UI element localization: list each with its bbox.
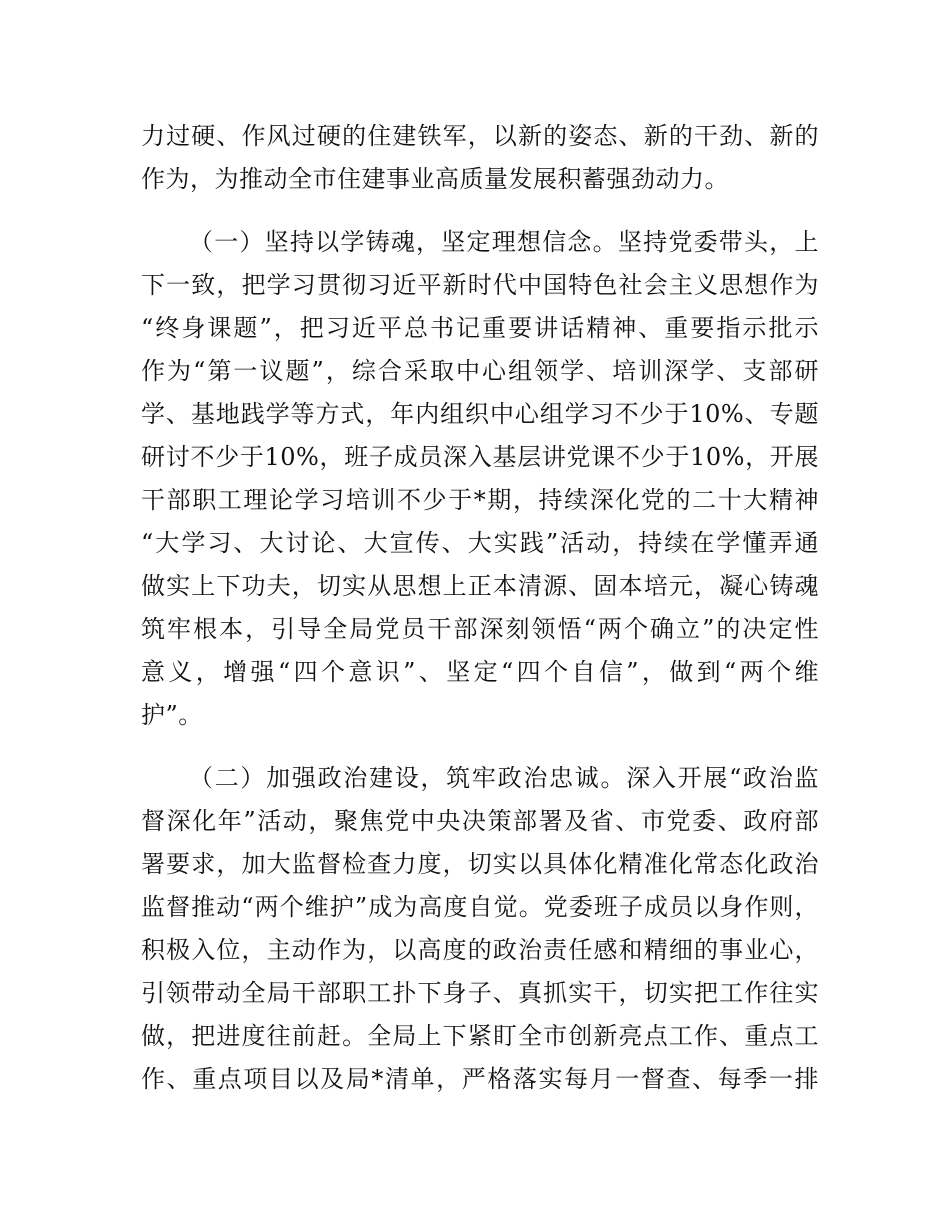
text-line: 研讨不少于10%，班子成员深入基层讲党课不少于10%，开展 xyxy=(141,443,819,471)
text-line: 意义，增强“四个意识”、坚定“四个自信”，做到“两个维 xyxy=(141,658,819,686)
text-line: 学、基地践学等方式，年内组织中心组学习不少于10%、专题 xyxy=(141,400,819,428)
paragraph-section-1 xyxy=(141,221,819,737)
text-line: 作、重点项目以及局*清单，严格落实每月一督查、每季一排 xyxy=(141,1065,819,1093)
text-line: 作为，为推动全市住建事业高质量发展积蓄强劲动力。 xyxy=(141,165,729,193)
text-line: 护”。 xyxy=(141,701,203,729)
paragraph-section-2 xyxy=(141,757,819,1101)
text-line: 引领带动全局干部职工扑下身子、真抓实干，切实把工作往实 xyxy=(141,979,819,1007)
text-line: 下一致，把学习贯彻习近平新时代中国特色社会主义思想作为 xyxy=(141,271,819,299)
text-line: 筑牢根本，引导全局党员干部深刻领悟“两个确立”的决定性 xyxy=(141,615,819,643)
text-line: 干部职工理论学习培训不少于*期，持续深化党的二十大精神 xyxy=(141,486,819,514)
text-line: “大学习、大讨论、大宣传、大实践”活动，持续在学懂弄通 xyxy=(141,529,819,557)
text-line: 署要求，加大监督检查力度，切实以具体化精准化常态化政治 xyxy=(141,850,819,878)
paragraph-intro xyxy=(141,115,819,201)
text-line: “终身课题”，把习近平总书记重要讲话精神、重要指示批示 xyxy=(141,314,819,342)
text-line: 积极入位，主动作为，以高度的政治责任感和精细的事业心， xyxy=(141,936,819,964)
text-line: 做，把进度往前赶。全局上下紧盯全市创新亮点工作、重点工 xyxy=(141,1022,819,1050)
text-line: 做实上下功夫，切实从思想上正本清源、固本培元，凝心铸魂 xyxy=(141,572,819,600)
text-line: 督深化年”活动，聚焦党中央决策部署及省、市党委、政府部 xyxy=(141,807,819,835)
text-line: 作为“第一议题”，综合采取中心组领学、培训深学、支部研 xyxy=(141,357,819,385)
section-heading-line: （二）加强政治建设，筑牢政治忠诚。深入开展“政治监 xyxy=(189,764,819,792)
document-body xyxy=(141,115,819,1121)
text-line: 力过硬、作风过硬的住建铁军，以新的姿态、新的干劲、新的 xyxy=(141,122,819,150)
section-heading-line: （一）坚持以学铸魂，坚定理想信念。坚持党委带头，上 xyxy=(189,228,819,256)
text-line: 监督推动“两个维护”成为高度自觉。党委班子成员以身作则， xyxy=(141,893,819,921)
